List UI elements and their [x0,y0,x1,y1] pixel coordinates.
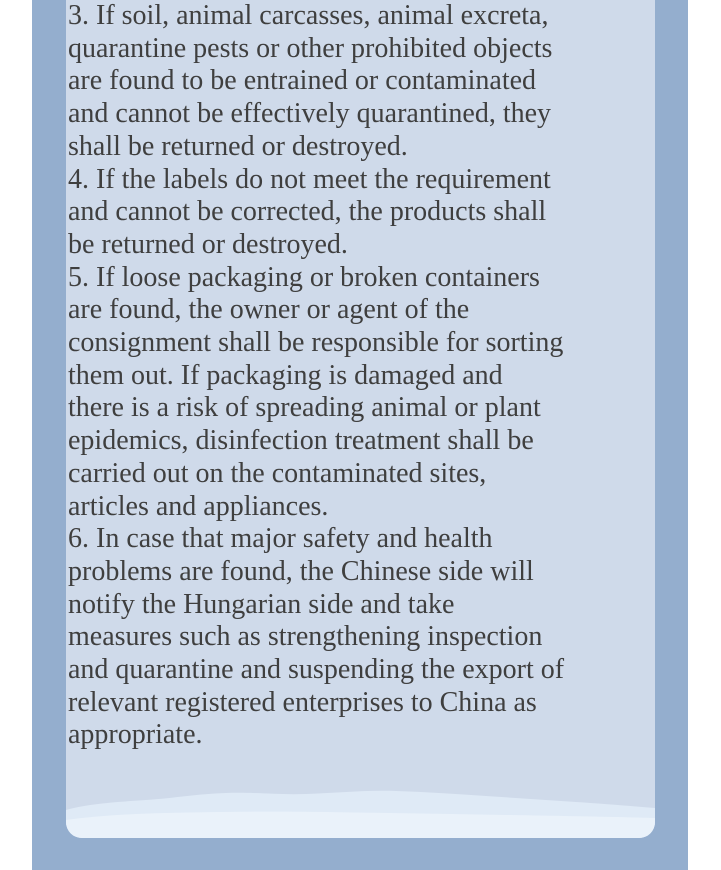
paragraph-item-6 [68,523,628,752]
text-line: 5. If loose packaging or broken containers [68,261,540,293]
text-line: there is a risk of spreading animal or plant [68,392,541,424]
text-line: notify the Hungarian side and take [68,588,455,620]
snow-decoration [66,788,655,838]
paragraph-item-4 [68,164,628,262]
text-line: quarantine pests or other prohibited objects [68,32,553,64]
text-line: shall be returned or destroyed. [68,130,408,162]
text-line: carried out on the contaminated sites, [68,457,487,489]
text-line: be returned or destroyed. [68,228,348,260]
text-line: and cannot be corrected, the products shall [68,196,547,228]
text-line: 4. If the labels do not meet the requirement [68,163,551,195]
text-line: measures such as strengthening inspection [68,621,543,653]
text-line: are found, the owner or agent of the [68,294,470,326]
paragraph-item-5 [68,262,628,524]
text-line: consignment shall be responsible for sorting [68,327,564,359]
text-line: appropriate. [68,719,203,751]
text-line: 6. In case that major safety and health [68,523,493,555]
text-line: and quarantine and suspending the export of [68,654,565,686]
text-line: and cannot be effectively quarantined, they [68,98,552,130]
paragraph-item-3 [68,0,628,164]
text-line: articles and appliances. [68,490,329,522]
text-line: problems are found, the Chinese side will [68,555,534,587]
text-line: them out. If packaging is damaged and [68,359,503,391]
text-line: 3. If soil, animal carcasses, animal excreta, [68,0,549,31]
text-line: are found to be entrained or contaminated [68,65,537,97]
text-line: epidemics, disinfection treatment shall be [68,425,534,457]
document-text [68,0,628,752]
text-line: relevant registered enterprises to China as [68,686,537,718]
